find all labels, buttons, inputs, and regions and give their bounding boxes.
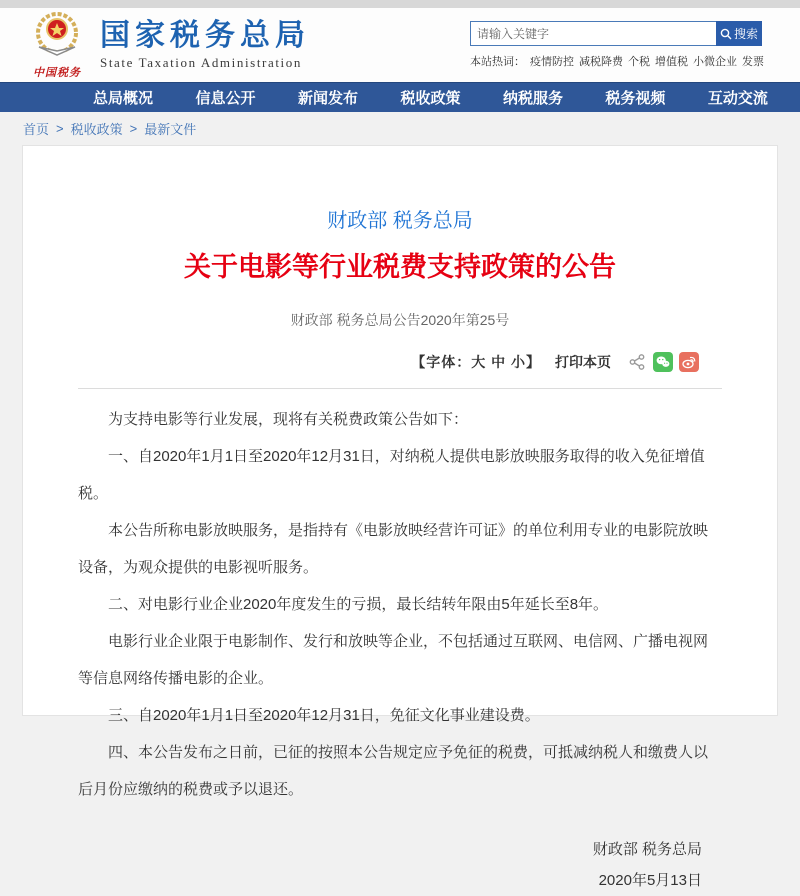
hotword-link[interactable]: 个税 (628, 56, 650, 68)
hotword-link[interactable]: 发票 (742, 56, 764, 68)
main-nav (0, 82, 800, 112)
hotwords-label: 本站热词： (470, 56, 525, 68)
search-button[interactable] (716, 21, 762, 46)
breadcrumb-home[interactable]: 首页 (23, 122, 50, 137)
document-toolbar (23, 352, 777, 372)
font-size-control (411, 352, 541, 372)
search-input[interactable] (470, 21, 716, 46)
paragraph: 一、自2020年1月1日至2020年12月31日，对纳税人提供电影放映服务取得的收入免征增值税。 (78, 448, 705, 502)
paragraph: 二、对电影行业企业2020年度发生的亏损，最长结转年限由5年延长至8年。 (108, 596, 609, 613)
signature-org: 财政部 税务总局 (592, 841, 702, 858)
font-size-medium-button[interactable]: 中 (491, 354, 507, 370)
site-header (0, 8, 800, 82)
paragraph: 电影行业企业限于电影制作、发行和放映等企业，不包括通过互联网、电信网、广播电视网等信息网络传播电影的企业。 (78, 633, 709, 687)
share-icon[interactable] (627, 352, 647, 372)
tax-emblem (26, 11, 88, 80)
hotword-link[interactable]: 减税降费 (579, 56, 623, 68)
search-icon (720, 28, 732, 40)
wechat-share-icon[interactable] (653, 352, 673, 372)
document-issuer: 财政部 税务总局 (327, 210, 473, 232)
font-label-close: 】 (526, 354, 541, 370)
breadcrumb-separator: > (129, 121, 138, 136)
signature-date: 2020年5月13日 (598, 872, 702, 889)
emblem-caption: 中国税务 (33, 66, 81, 79)
site-logo[interactable] (26, 11, 310, 80)
nav-item-tax-policy[interactable]: 税收政策 (400, 90, 461, 107)
paragraph: 为支持电影等行业发展，现将有关税费政策公告如下： (108, 411, 469, 428)
document-signature (23, 834, 777, 896)
paragraph: 三、自2020年1月1日至2020年12月31日，免征文化事业建设费。 (108, 707, 540, 724)
paragraph: 本公告所称电影放映服务，是指持有《电影放映经营许可证》的单位利用专业的电影院放映设备，为观众提供的电影视听服务。 (78, 522, 709, 576)
site-title-en: State Taxation Administration (100, 55, 302, 70)
document-number: 财政部 税务总局公告2020年第25号 (290, 312, 510, 328)
weibo-share-icon[interactable] (679, 352, 699, 372)
tax-emblem-icon (30, 11, 84, 61)
nav-item-overview[interactable]: 总局概况 (93, 90, 154, 107)
nav-item-interaction[interactable]: 互动交流 (707, 90, 768, 107)
search-area (470, 21, 762, 69)
document-card (22, 145, 778, 889)
nav-item-info-disclosure[interactable]: 信息公开 (195, 90, 256, 107)
window-top-strip (0, 0, 800, 8)
hotword-link[interactable]: 小微企业 (693, 56, 737, 68)
document-body (23, 389, 777, 808)
breadcrumb-tax-policy[interactable]: 税收政策 (70, 122, 123, 137)
nav-item-news[interactable]: 新闻发布 (297, 90, 358, 107)
font-label-open: 【字体： (411, 354, 472, 370)
paragraph: 四、本公告发布之日前，已征的按照本公告规定应予免征的税费，可抵减纳税人和缴费人以后月份应缴纳的税费或予以退还。 (78, 744, 709, 798)
breadcrumb-separator: > (56, 121, 64, 136)
search-button-label: 搜索 (733, 27, 758, 41)
hotword-link[interactable]: 增值税 (655, 56, 688, 68)
font-size-small-button[interactable]: 小 (511, 354, 526, 370)
nav-item-tax-video[interactable]: 税务视频 (605, 90, 666, 107)
document-title: 关于电影等行业税费支持政策的公告 (184, 252, 616, 282)
site-titles (100, 19, 310, 71)
hotwords-bar (470, 53, 762, 69)
print-page-button[interactable]: 打印本页 (555, 354, 611, 370)
font-size-large-button[interactable]: 大 (471, 354, 487, 370)
breadcrumb-latest-documents[interactable]: 最新文件 (144, 122, 197, 137)
hotword-link[interactable]: 疫情防控 (530, 56, 574, 68)
site-title-cn: 国家税务总局 (100, 19, 310, 52)
breadcrumb (0, 112, 800, 145)
nav-item-tax-service[interactable]: 纳税服务 (502, 90, 563, 107)
